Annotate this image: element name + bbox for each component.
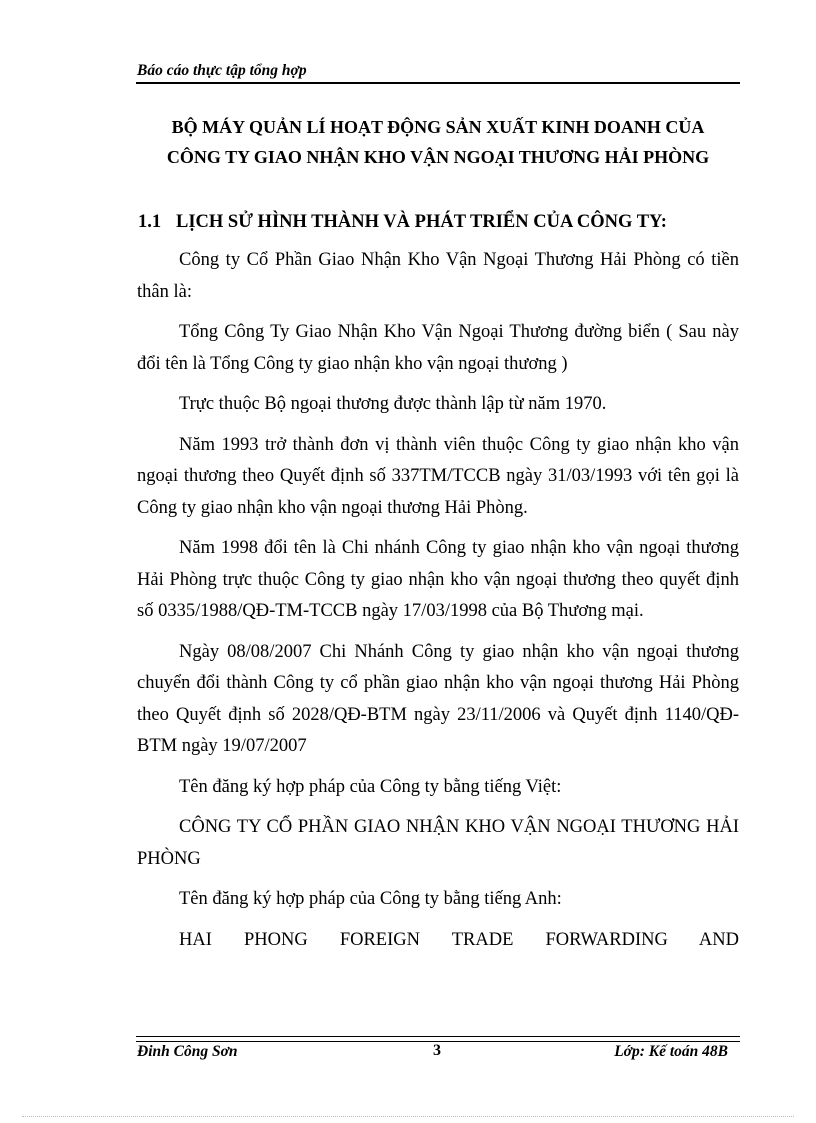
paragraph: Tổng Công Ty Giao Nhận Kho Vận Ngoại Thương đường biển ( Sau này đổi tên là Tổng Công ty giao nhận kho vận ngoại thương )	[137, 322, 739, 374]
paragraph: Trực thuộc Bộ ngoại thương được thành lập từ năm 1970.	[179, 394, 607, 414]
paragraph: Năm 1993 trở thành đơn vị thành viên thuộc Công ty giao nhận kho vận ngoại thương theo Quyết định số 337TM/TCCB ngày 31/03/1993 với tên gọi là Công ty giao nhận kho vận ngoại thương Hải Phòng.	[137, 434, 739, 518]
page-edge-dotted-line	[22, 1116, 794, 1117]
running-header: Báo cáo thực tập tổng hợp	[137, 62, 307, 79]
section-number: 1.1	[138, 212, 162, 232]
paragraph: HAI PHONG FOREIGN TRADE FORWARDING AND	[179, 929, 739, 950]
document-title-line-2: CÔNG TY GIAO NHẬN KHO VẬN NGOẠI THƯƠNG HẢI PHÒNG	[166, 147, 710, 167]
footer-class: Lớp: Kế toán 48B	[614, 1043, 728, 1060]
section-heading	[138, 207, 742, 237]
footer-rule	[136, 1036, 740, 1037]
paragraph: Công ty Cổ Phần Giao Nhận Kho Vận Ngoại Thương Hải Phòng có tiền thân là:	[137, 250, 739, 302]
section-title: LỊCH SỬ HÌNH THÀNH VÀ PHÁT TRIỂN CỦA CÔNG TY:	[176, 212, 667, 232]
paragraph: Tên đăng ký hợp pháp của Công ty bằng tiếng Việt:	[179, 776, 562, 797]
paragraph: Năm 1998 đổi tên là Chi nhánh Công ty giao nhận kho vận ngoại thương Hải Phòng trực thuộc Công ty giao nhận kho vận ngoại thương theo quyết định số 0335/1988/QĐ-TM-TCCB ngày 17/03/1998 của Bộ Thương mại.	[137, 538, 739, 621]
header-rule	[136, 82, 740, 84]
document-title	[136, 112, 740, 172]
document-title-line-1: BỘ MÁY QUẢN LÍ HOẠT ĐỘNG SẢN XUẤT KINH DOANH CỦA	[171, 117, 705, 137]
paragraph: CÔNG TY CỔ PHẦN GIAO NHẬN KHO VẬN NGOẠI THƯƠNG HẢI PHÒNG	[137, 817, 739, 869]
footer-author: Đinh Công Sơn	[137, 1043, 238, 1060]
page-number: 3	[433, 1042, 441, 1059]
paragraph: Ngày 08/08/2007 Chi Nhánh Công ty giao nhận kho vận ngoại thương chuyển đổi thành Công ty cổ phần giao nhận kho vận ngoại thương Hải Phòng theo Quyết định số 2028/QĐ-BTM ngày 23/11/2006 và Quyết định 1140/QĐ-BTM ngày 19/07/2007	[137, 641, 739, 756]
body-text	[137, 245, 739, 965]
paragraph: Tên đăng ký hợp pháp của Công ty bằng tiếng Anh:	[179, 889, 562, 909]
